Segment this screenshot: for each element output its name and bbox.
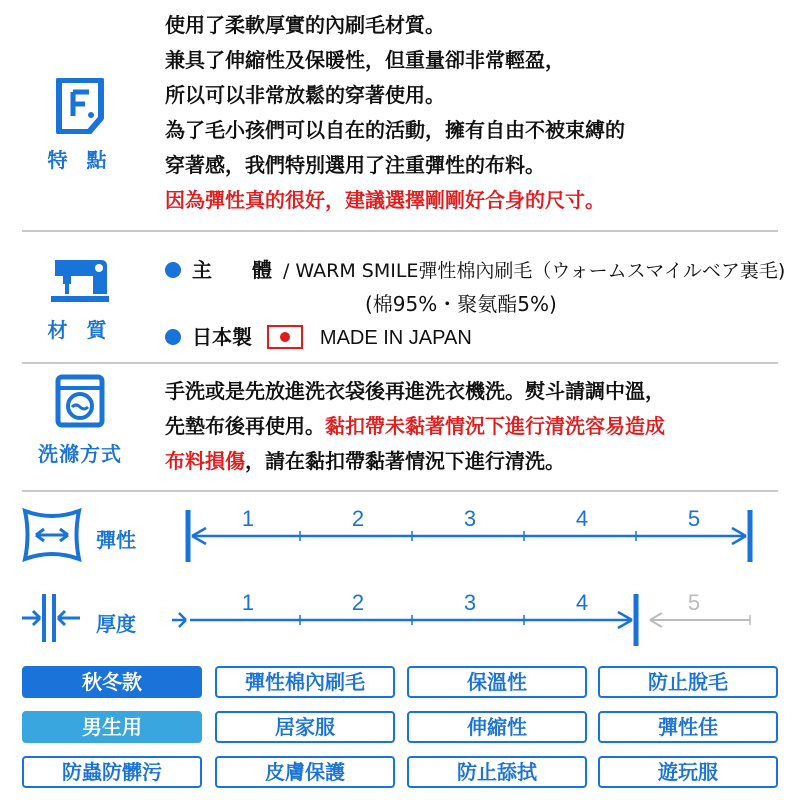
washing-line [165, 409, 665, 444]
tag-feature: 防蟲防髒污 [22, 756, 202, 788]
bullet-dot [165, 262, 181, 278]
origin-label: 日本製 [191, 325, 252, 349]
washing-text-warning: 布料損傷 [165, 449, 245, 473]
washing-section [0, 364, 800, 490]
feature-line: 為了毛小孩們可以自在的活動，擁有自由不被束縛的 [165, 118, 625, 142]
sewing-machine-icon [49, 254, 111, 304]
material-text [165, 254, 785, 355]
divider [22, 490, 778, 492]
washing-text-normal: 先墊布後再使用。 [165, 414, 325, 438]
features-label: 特 點 [47, 148, 113, 172]
thickness-bar [20, 590, 780, 650]
washing-line: 手洗或是先放進洗衣袋後再進洗衣機洗。熨斗請調中溫， [165, 379, 665, 403]
tag-season: 秋冬款 [22, 666, 202, 698]
scale-tick-label-disabled: 5 [687, 590, 701, 615]
tag-feature: 防止脫毛 [598, 666, 778, 698]
washing-line [165, 444, 665, 479]
feature-line-warning: 因為彈性真的很好，建議選擇剛剛好合身的尺寸。 [165, 188, 605, 212]
thickness-label: 厚度 [96, 612, 136, 636]
feature-line: 使用了柔軟厚實的內刷毛材質。 [165, 13, 445, 37]
elasticity-bar [20, 506, 780, 566]
tag-usage: 居家服 [215, 711, 395, 743]
scale-tick-label: 4 [575, 590, 589, 615]
washing-text-warning: 黏扣帶未黏著情況下進行清洗容易造成 [325, 414, 665, 438]
scale-tick-label: 5 [687, 506, 701, 531]
tag-feature: 保溫性 [407, 666, 587, 698]
material-origin-row [165, 321, 785, 355]
scale-tick-label: 1 [241, 590, 255, 615]
tag-feature: 防止舔拭 [407, 756, 587, 788]
origin-english: MADE IN JAPAN [319, 327, 472, 349]
material-composition: (棉95%・聚氨酯5%) [365, 292, 557, 316]
tag-feature: 彈性佳 [598, 711, 778, 743]
material-section [0, 232, 800, 362]
tag-gender: 男生用 [22, 711, 202, 743]
scale-tick-label: 4 [575, 506, 589, 531]
material-icon-block [20, 254, 140, 343]
features-text [165, 8, 625, 218]
material-main-value: / WARM SMILE彈性棉內刷毛（ウォームスマイルベア裏毛) [282, 260, 786, 282]
bullet-dot [165, 329, 181, 345]
material-label: 材 質 [47, 318, 113, 342]
scale-tick-label: 1 [241, 506, 255, 531]
elasticity-scale [20, 506, 780, 566]
features-icon-block [20, 78, 140, 173]
tag-usage: 遊玩服 [598, 756, 778, 788]
material-main-key: 主 體 [191, 258, 272, 282]
washing-text [165, 374, 665, 479]
thickness-scale [20, 590, 780, 650]
washing-label: 洗滌方式 [38, 442, 122, 466]
scale-tick-label: 2 [351, 506, 365, 531]
tag-feature: 皮膚保護 [215, 756, 395, 788]
elasticity-label: 彈性 [96, 528, 136, 552]
japan-flag-icon [267, 325, 303, 349]
feature-line: 所以可以非常放鬆的穿著使用。 [165, 83, 445, 107]
feature-line: 兼具了伸縮性及保暖性，但重量卻非常輕盈， [165, 48, 565, 72]
material-main-row [165, 254, 785, 288]
feature-tag-icon [55, 78, 105, 134]
washing-icon-block [20, 374, 140, 467]
tag-material: 彈性棉內刷毛 [215, 666, 395, 698]
feature-line: 穿著感，我們特別選用了注重彈性的布料。 [165, 153, 545, 177]
features-section [0, 0, 800, 230]
tag-feature: 伸縮性 [407, 711, 587, 743]
scale-tick-label: 3 [463, 590, 477, 615]
scale-tick-label: 3 [463, 506, 477, 531]
scale-tick-label: 2 [351, 590, 365, 615]
washing-machine-icon [55, 374, 105, 428]
washing-text-normal: ，請在黏扣帶黏著情況下進行清洗。 [245, 449, 565, 473]
